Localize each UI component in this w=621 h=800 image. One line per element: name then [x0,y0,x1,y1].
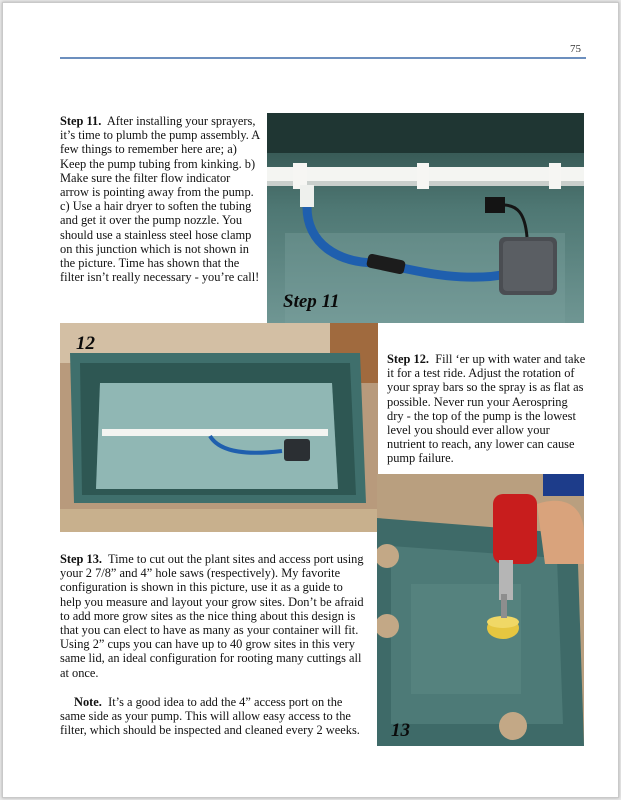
step-11-body: After installing your sprayers, it’s time to plumb the pump assembly. A few things to remember here are; a) Keep the pump tubing from kinking. b) Make sure the filter flow indicator arrow is pointing away from the pump. c) Use a hair dryer to soften the tubing and get it over the pump nozzle. You should use a stainless steel hose clamp on this junction which is not shown in the picture. Time has shown that the filter isn’t really necessary - you’re call! [60,114,260,285]
note-heading: Note. [74,695,102,709]
note-text [60,695,366,738]
photo-step-12 [60,323,378,532]
step-12-heading: Step 12. [387,352,429,366]
step-13-heading: Step 13. [60,552,102,566]
photo-step-11 [267,113,584,323]
step-11-heading: Step 11. [60,114,102,128]
note-body: It’s a good idea to add the 4” access port on the same side as your pump. This will allow easy access to the filter, which should be inspected and cleaned every 2 weeks. [60,695,360,738]
step-11-text [60,114,260,284]
page-number: 75 [570,43,581,55]
photo-11-label: Step 11 [283,291,340,312]
water-test-photo [60,323,378,532]
step-13-text [60,552,366,680]
step-12-text [387,352,587,466]
step-13-body: Time to cut out the plant sites and access port using your 2 7/8” and 4” hole saws (respectively). My favorite configuration is shown in this picture, use it as a guide to help you measure and layout your grow sites. Don’t be afraid to add more grow sites as the nice thing about this design is that you can elect to have as many as your container will fit. Using 2” cups you can have up to 40 grow sites in this very same lid, an ideal configuration for rooting many cuttings all at once. [60,552,364,680]
page [2,2,619,798]
photo-13-label: 13 [391,720,410,741]
step-12-body: Fill ‘er up with water and take it for a test ride. Adjust the rotation of your spray bars so the spray is as flat as possible. Never run your Aerospring dry - the top of the pump is the lowest level you should ever allow your nutrient to reach, any lower can cause pump failure. [387,352,586,466]
photo-12-label: 12 [76,333,95,354]
header-rule [60,57,586,59]
drilling-lid-photo [377,474,584,746]
photo-step-13 [377,474,584,746]
